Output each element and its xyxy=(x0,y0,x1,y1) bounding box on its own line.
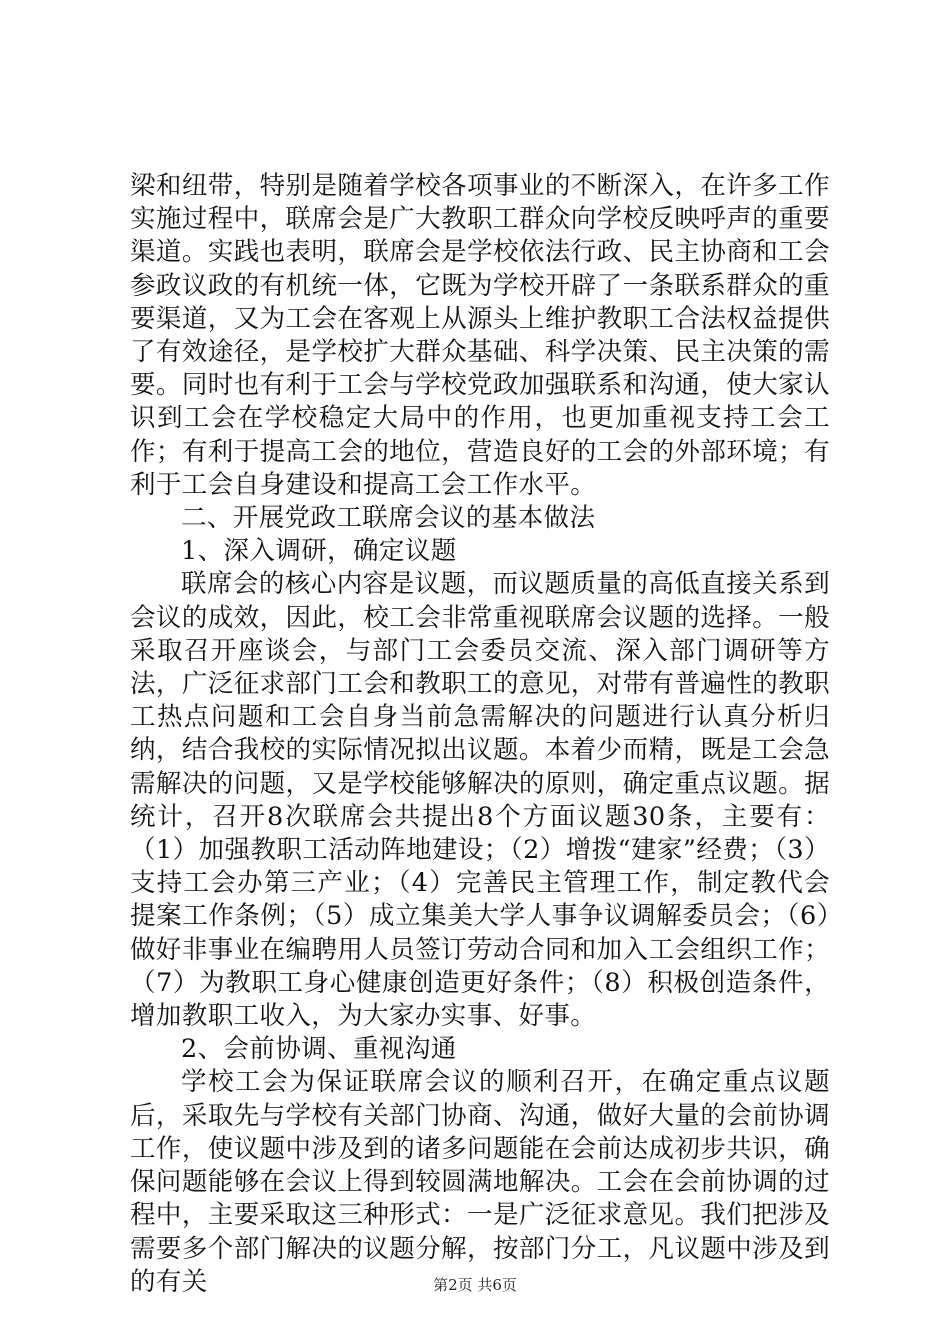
section-heading-2: 二、开展党政工联席会议的基本做法 xyxy=(181,503,596,534)
subheading-2: 2、会前协调、重视沟通 xyxy=(181,1034,457,1065)
subheading-1: 1、深入调研，确定议题 xyxy=(181,536,457,567)
paragraph-continuation: 梁和纽带，特别是随着学校各项事业的不断深入，在许多工作实施过程中，联席会是广大教职工群众向学校反映呼声的重要渠道。实践也表明，联席会是学校依法行政、民主协商和工会参政议政的有机统一体，它既为学校开辟了一条联系群众的重要渠道，又为工会在客观上从源头上维护教职工合法权益提供了有效途径，是学校扩大群众基础、科学决策、民主决策的需要。同时也有利于工会与学校党政加强联系和沟通，使大家认识到工会在学校稳定大局中的作用，也更加重视支持工会工作；有利于提高工会的地位，营造良好的工会的外部环境；有利于工会自身建设和提高工会工作水平。 xyxy=(130,171,830,500)
paragraph-topics: 联席会的核心内容是议题，而议题质量的高低直接关系到会议的成效，因此，校工会非常重视联席会议题的选择。一般采取召开座谈会，与部门工会委员交流、深入部门调研等方法，广泛征求部门工会和教职工的意见，对带有普遍性的教职工热点问题和工会自身当前急需解决的问题进行认真分析归纳，结合我校的实际情况拟出议题。本着少而精，既是工会急需解决的问题，又是学校能够解决的原则，确定重点议题。据统计，召开8次联席会共提出8个方面议题30条，主要有：（1）加强教职工活动阵地建设；（2）增拨“建家”经费；（3）支持工会办第三产业；（4）完善民主管理工作，制定教代会提案工作条例；（5）成立集美大学人事争议调解委员会；（6）做好非事业在编聘用人员签订劳动合同和加入工会组织工作；（7）为教职工身心健康创造更好条件；（8）积极创造条件，增加教职工收入，为大家办实事、好事。 xyxy=(130,569,830,1032)
document-body xyxy=(130,170,830,1299)
paragraph-coordination: 学校工会为保证联席会议的顺利召开，在确定重点议题后，采取先与学校有关部门协商、沟通，做好大量的会前协调工作，使议题中涉及到的诸多问题能在会前达成初步共识，确保问题能够在会议上得到较圆满地解决。工会在会前协调的过程中，主要采取这三种形式：一是广泛征求意见。我们把涉及需要多个部门解决的议题分解，按部门分工，凡议题中涉及到的有关 xyxy=(130,1067,830,1297)
page-number-footer: 第2页 共6页 xyxy=(433,1276,517,1294)
